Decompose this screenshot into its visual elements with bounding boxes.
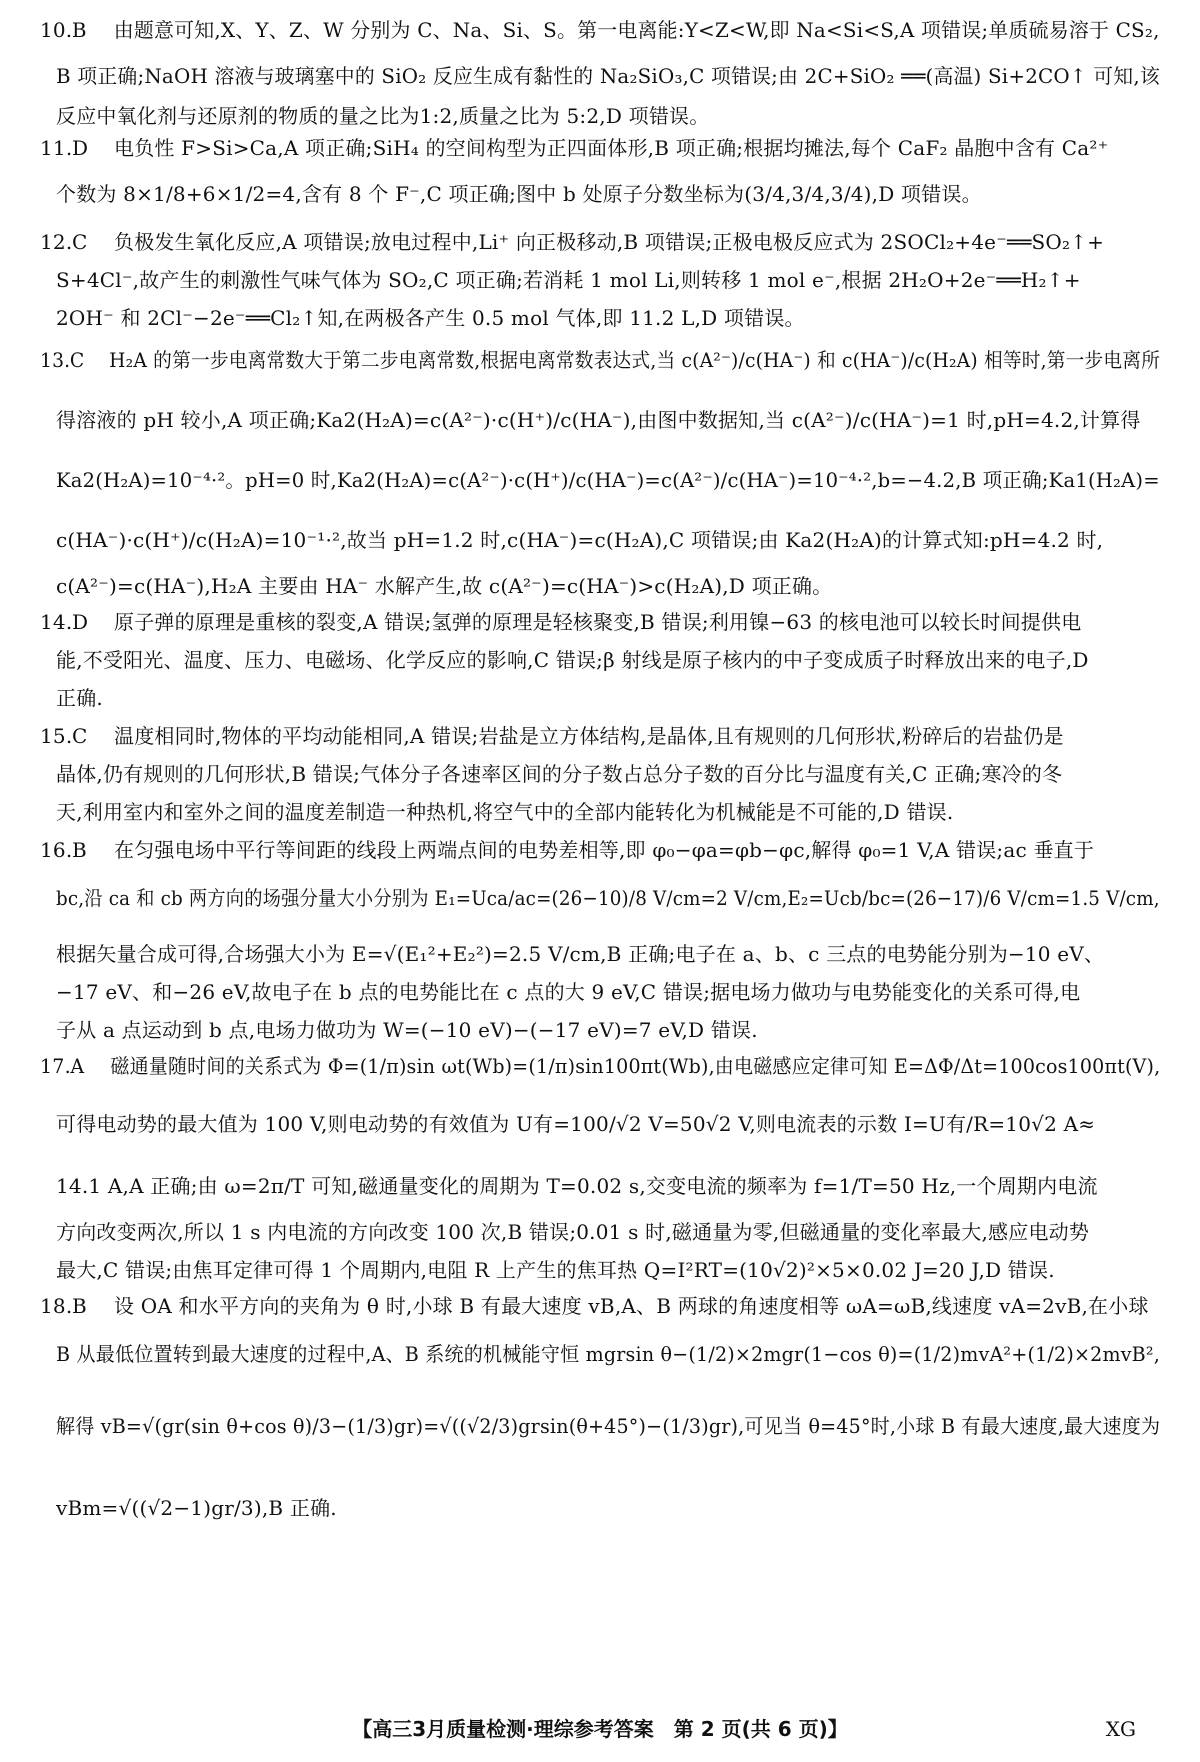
item-number: 17. xyxy=(40,1054,71,1078)
item-answer: C xyxy=(72,724,88,748)
item-number: 16. xyxy=(40,838,73,862)
item-line: 方向改变两次,所以 1 s 内电流的方向改变 100 次,B 错误;0.01 s 时,磁通量为零,但磁通量的变化率最大,感应电动势 xyxy=(56,1220,1090,1244)
item-line: c(A²⁻)=c(HA⁻),H₂A 主要由 HA⁻ 水解产生,故 c(A²⁻)=c(HA⁻)>c(H₂A),D 项正确。 xyxy=(56,574,833,598)
item-line: 14.1 A,A 正确;由 ω=2π/T 可知,磁通量变化的周期为 T=0.02 s,交变电流的频率为 f=1/T=50 Hz,一个周期内电流 xyxy=(56,1174,1098,1198)
item-line: 电负性 F>Si>Ca,A 项正确;SiH₄ 的空间构型为正四面体形,B 项正确;根据均摊法,每个 CaF₂ 晶胞中含有 Ca²⁺ xyxy=(114,136,1109,160)
item-line: 设 OA 和水平方向的夹角为 θ 时,小球 B 有最大速度 vB,A、B 两球的角速度相等 ωA=ωB,线速度 vA=2vB,在小球 xyxy=(114,1294,1149,1318)
item-line: 磁通量随时间的关系式为 Φ=(1/π)sin ωt(Wb)=(1/π)sin100πt(Wb),由电磁感应定律可知 E=ΔΦ/Δt=100cos100πt(V), xyxy=(110,1054,1161,1078)
item-number: 14. xyxy=(40,610,73,634)
item-line: 由题意可知,X、Y、Z、W 分别为 C、Na、Si、S。第一电离能:Y<Z<W,即 Na<Si<S,A 项错误;单质硫易溶于 CS₂, xyxy=(113,18,1160,42)
footer-title: 【高三3月质量检测·理综参考答案 第 2 页(共 6 页)】 xyxy=(352,1717,848,1741)
item-line: 晶体,仍有规则的几何形状,B 错误;气体分子各速率区间的分子数占总分子数的百分比与温度有关,C 正确;寒冷的冬 xyxy=(56,762,1063,786)
item-answer: D xyxy=(72,136,89,160)
item-line: 个数为 8×1/8+6×1/2=4,含有 8 个 F⁻,C 项正确;图中 b 处原子分数坐标为(3/4,3/4,3/4),D 项错误。 xyxy=(56,182,982,206)
item-line: 天,利用室内和室外之间的温度差制造一种热机,将空气中的全部内能转化为机械能是不可能的,D 错误. xyxy=(56,800,954,824)
item-line: 原子弹的原理是重核的裂变,A 错误;氢弹的原理是轻核聚变,B 错误;利用镍−63 的核电池可以较长时间提供电 xyxy=(114,610,1082,634)
item-line: B 项正确;NaOH 溶液与玻璃塞中的 SiO₂ 反应生成有黏性的 Na₂SiO₃,C 项错误;由 2C+SiO₂ ══(高温) Si+2CO↑ 可知,该 xyxy=(56,64,1160,88)
item-line: B 从最低位置转到最大速度的过程中,A、B 系统的机械能守恒 mgrsin θ−(1/2)×2mgr(1−cos θ)=(1/2)mvA²+(1/2)×2mvB², xyxy=(56,1342,1160,1366)
item-line: 在匀强电场中平行等间距的线段上两端点间的电势差相等,即 φ₀−φa=φb−φc,解得 φ₀=1 V,A 错误;ac 垂直于 xyxy=(114,838,1095,862)
item-line: 得溶液的 pH 较小,A 项正确;Ka2(H₂A)=c(A²⁻)·c(H⁺)/c(HA⁻),由图中数据知,当 c(A²⁻)/c(HA⁻)=1 时,pH=4.2,计算得 xyxy=(56,408,1141,432)
item-line: 子从 a 点运动到 b 点,电场力做功为 W=(−10 eV)−(−17 eV)=7 eV,D 错误. xyxy=(56,1018,758,1042)
item-line: Ka2(H₂A)=10⁻⁴·²。pH=0 时,Ka2(H₂A)=c(A²⁻)·c(H⁺)/c(HA⁻)=c(A²⁻)/c(HA⁻)=10⁻⁴·²,b=−4.2,B 项正确;Ka1(H₂A)= xyxy=(56,468,1160,492)
item-line: −17 eV、和−26 eV,故电子在 b 点的电势能比在 c 点的大 9 eV,C 错误;据电场力做功与电势能变化的关系可得,电 xyxy=(56,980,1081,1004)
item-line: 2OH⁻ 和 2Cl⁻−2e⁻══Cl₂↑知,在两极各产生 0.5 mol 气体,即 11.2 L,D 项错误。 xyxy=(56,306,805,330)
item-answer: B xyxy=(71,18,87,42)
item-line: 解得 vB=√(gr(sin θ+cos θ)/3−(1/3)gr)=√((√2/3)grsin(θ+45°)−(1/3)gr),可见当 θ=45°时,小球 B 有最大速度,最大速度为 xyxy=(56,1414,1161,1438)
item-answer: C xyxy=(72,230,88,254)
item-number: 13. xyxy=(40,348,71,372)
item-number: 12. xyxy=(40,230,73,254)
footer-code: XG xyxy=(1105,1717,1136,1741)
item-number: 15. xyxy=(40,724,73,748)
page-footer xyxy=(0,1714,1200,1744)
item-answer: D xyxy=(72,610,89,634)
item-line: 可得电动势的最大值为 100 V,则电动势的有效值为 U有=100/√2 V=50√2 V,则电流表的示数 I=U有/R=10√2 A≈ xyxy=(56,1112,1096,1136)
item-line: 正确. xyxy=(56,686,103,710)
item-line: H₂A 的第一步电离常数大于第二步电离常数,根据电离常数表达式,当 c(A²⁻)/c(HA⁻) 和 c(HA⁻)/c(H₂A) 相等时,第一步电离所 xyxy=(109,348,1161,372)
item-number: 10. xyxy=(40,18,73,42)
item-line: 最大,C 错误;由焦耳定律可得 1 个周期内,电阻 R 上产生的焦耳热 Q=I²RT=(10√2)²×5×0.02 J=20 J,D 错误. xyxy=(56,1258,1055,1282)
item-line: 根据矢量合成可得,合场强大小为 E=√(E₁²+E₂²)=2.5 V/cm,B 正确;电子在 a、b、c 三点的电势能分别为−10 eV、 xyxy=(56,942,1105,966)
item-line: 能,不受阳光、温度、压力、电磁场、化学反应的影响,C 错误;β 射线是原子核内的中子变成质子时释放出来的电子,D xyxy=(56,648,1089,672)
item-line: vBm=√((√2−1)gr/3),B 正确. xyxy=(56,1496,337,1520)
item-line: S+4Cl⁻,故产生的刺激性气味气体为 SO₂,C 项正确;若消耗 1 mol Li,则转移 1 mol e⁻,根据 2H₂O+2e⁻══H₂↑+ xyxy=(56,268,1081,292)
item-answer: C xyxy=(69,348,85,372)
item-answer: B xyxy=(72,838,87,862)
item-answer: B xyxy=(72,1294,87,1318)
item-line: c(HA⁻)·c(H⁺)/c(H₂A)=10⁻¹·²,故当 pH=1.2 时,c(HA⁻)=c(H₂A),C 项错误;由 Ka2(H₂A)的计算式知:pH=4.2 时, xyxy=(56,528,1104,552)
item-number: 11. xyxy=(40,136,73,160)
item-line: 反应中氧化剂与还原剂的物质的量之比为1:2,质量之比为 5:2,D 项错误。 xyxy=(56,104,710,128)
item-line: 负极发生氧化反应,A 项错误;放电过程中,Li⁺ 向正极移动,B 项错误;正极电极反应式为 2SOCl₂+4e⁻══SO₂↑+ xyxy=(114,230,1105,254)
item-number: 18. xyxy=(40,1294,73,1318)
item-answer: A xyxy=(70,1054,85,1078)
item-line: 温度相同时,物体的平均动能相同,A 错误;岩盐是立方体结构,是晶体,且有规则的几何形状,粉碎后的岩盐仍是 xyxy=(114,724,1064,748)
item-line: bc,沿 ca 和 cb 两方向的场强分量大小分别为 E₁=Uca/ac=(26−10)/8 V/cm=2 V/cm,E₂=Ucb/bc=(26−17)/6 V/cm=1.5 V/cm, xyxy=(56,886,1160,910)
